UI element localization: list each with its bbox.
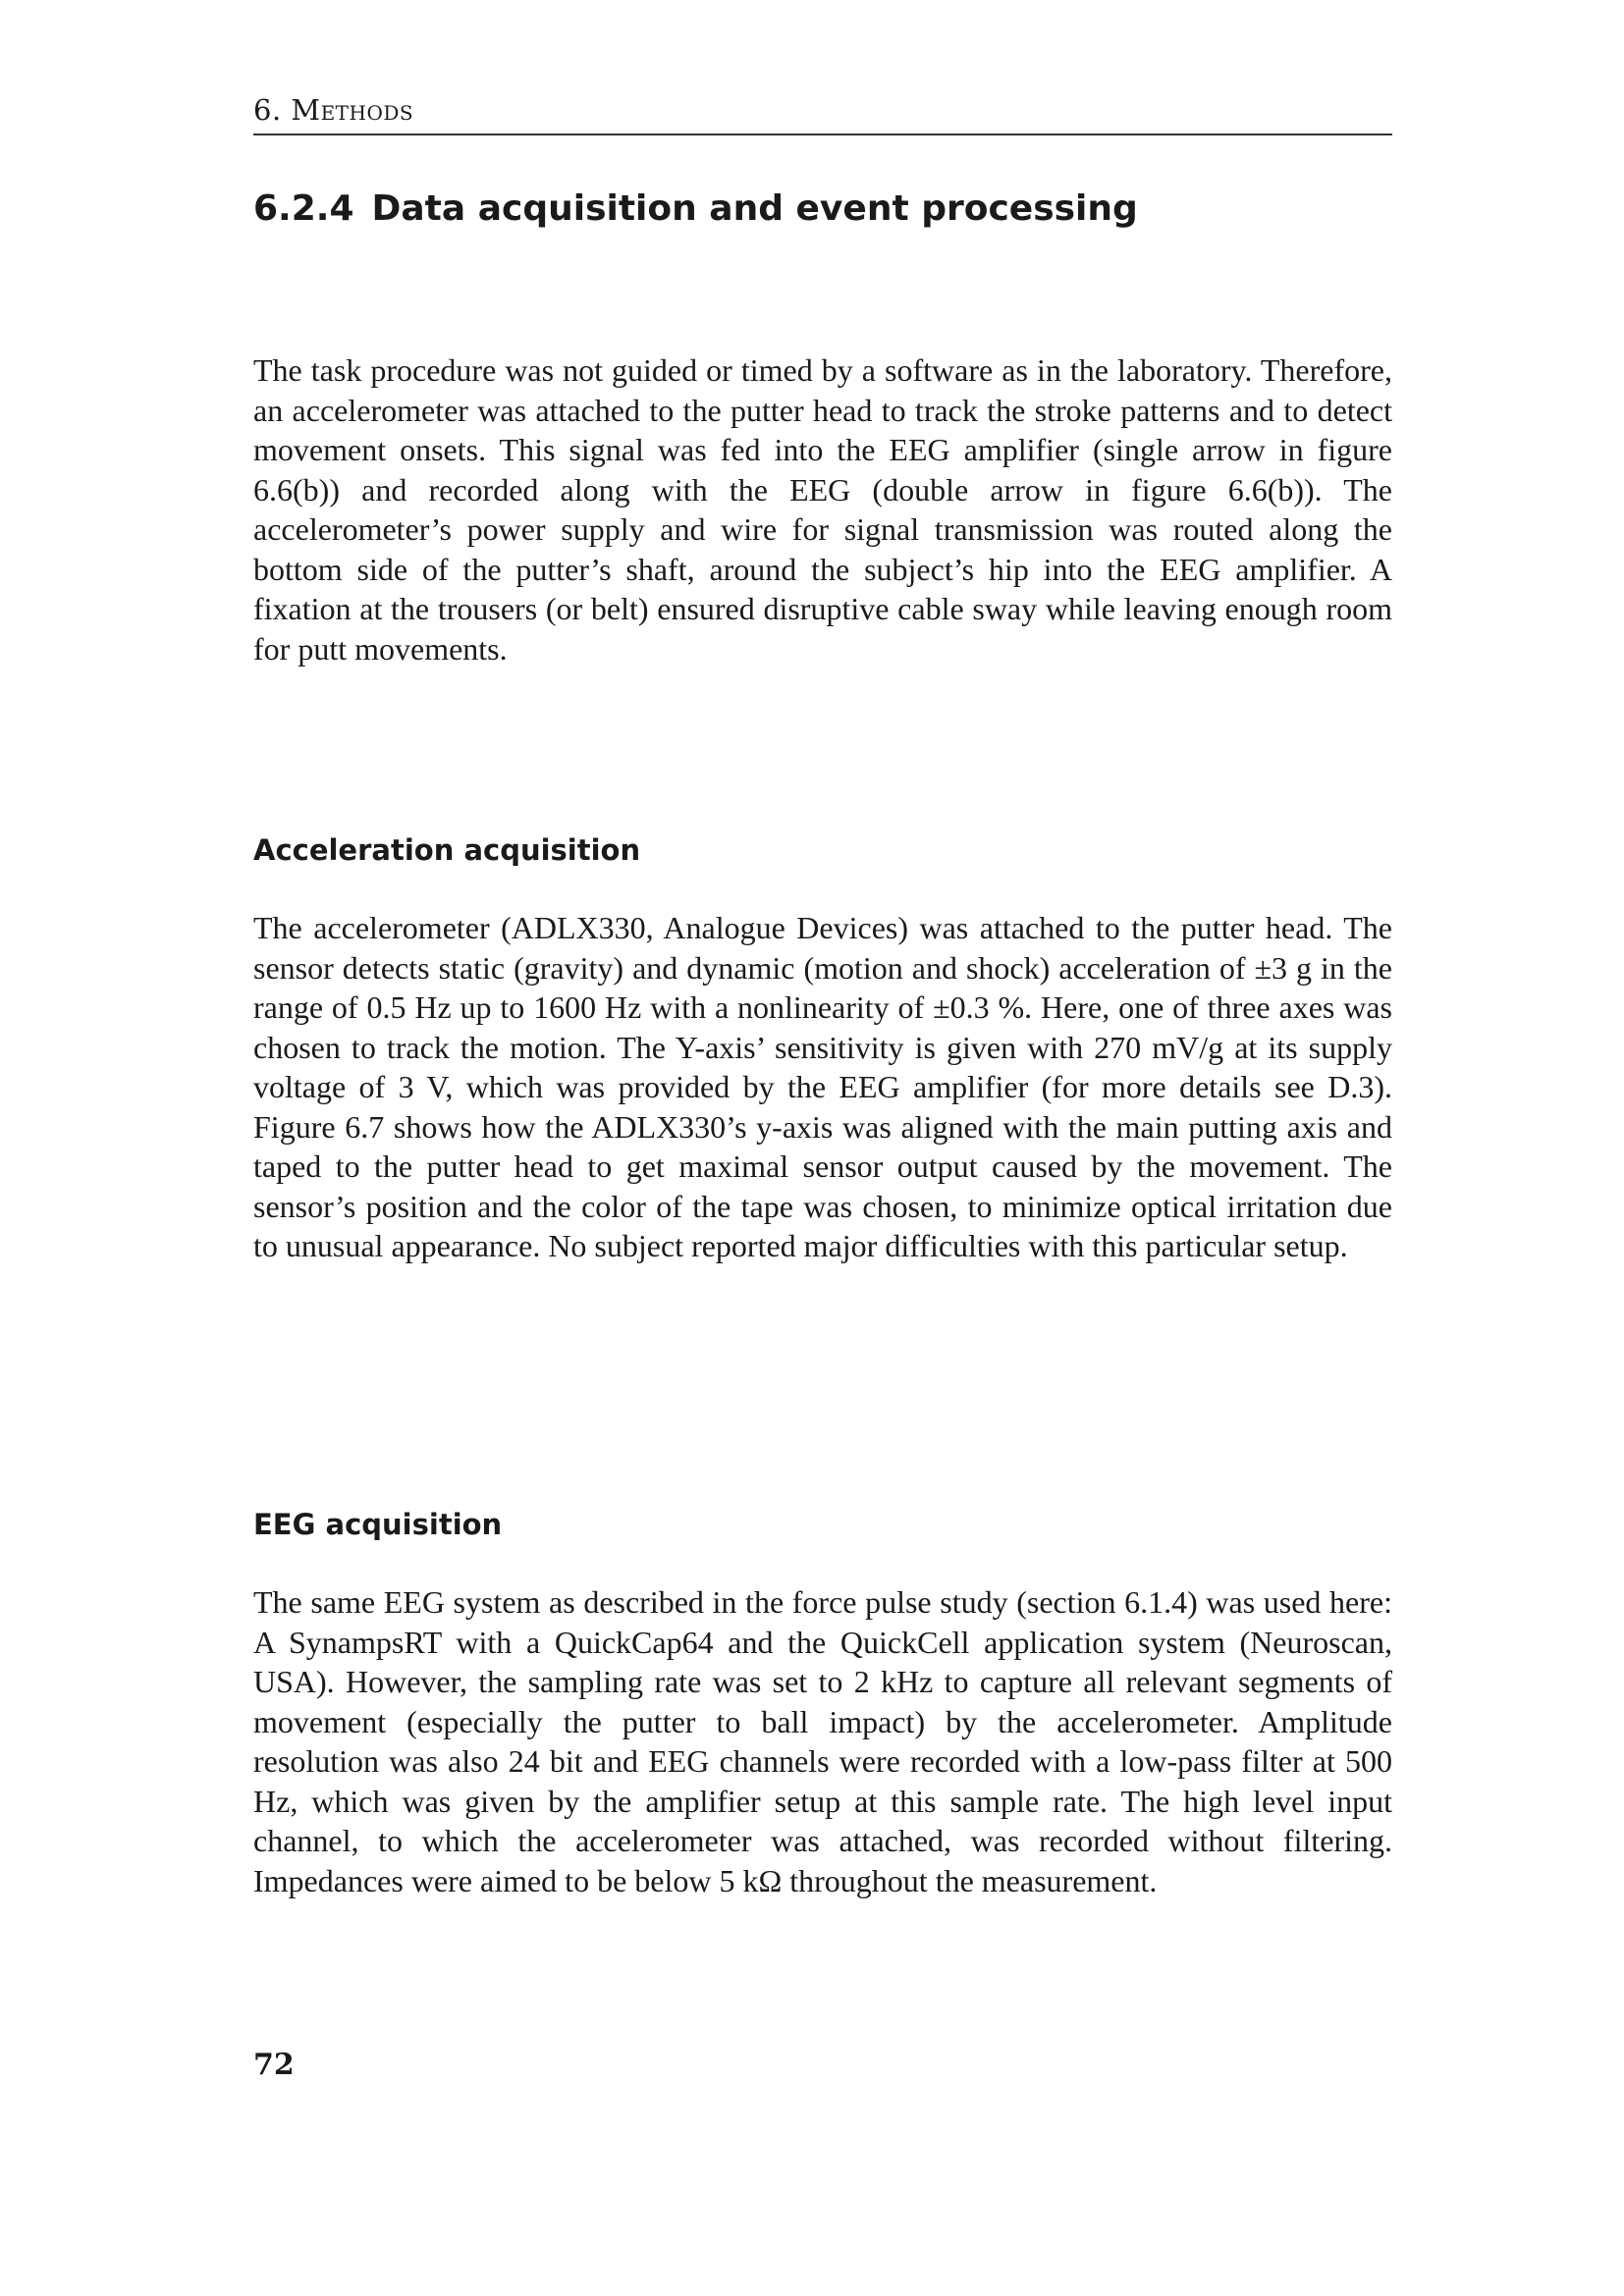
chapter-number: 6. xyxy=(253,93,282,127)
running-header xyxy=(253,90,1392,135)
chapter-title: Methods xyxy=(291,93,414,127)
section-title: Data acquisition and event processing xyxy=(371,188,1138,229)
eeg-paragraph: The same EEG system as described in the force pulse study (section 6.1.4) was used here: A SynampsRT with a QuickCap64 and the QuickCell application system (Neuroscan, USA). However, the sampling rate was set to 2 kHz to capture all relevant segments of movement (especially the putter to ball impact) by the accelerometer. Amplitude resolution was also 24 bit and EEG channels were recorded with a low-pass filter at 500 Hz, which was given by the amplifier setup at this sample rate. The high level input channel, to which the accelerometer was attached, was recorded without filtering. Impedances were aimed to be below 5 kΩ throughout the measurement. xyxy=(253,1584,1392,1898)
section-number: 6.2.4 xyxy=(253,188,354,229)
document-page xyxy=(253,0,1392,2296)
acceleration-subheading: Acceleration acquisition xyxy=(253,833,641,867)
eeg-subheading: EEG acquisition xyxy=(253,1508,503,1541)
intro-paragraph: The task procedure was not guided or timed by a software as in the laboratory. Therefore, an accelerometer was attached to the putter head to track the stroke patterns and to detect movement onsets. This signal was fed into the EEG amplifier (single arrow in figure 6.6(b)) and recorded along with the EEG (double arrow in figure 6.6(b)). The accelerometer’s power supply and wire for signal transmission was routed along the bottom side of the putter’s shaft, around the subject’s hip into the EEG amplifier. A fixation at the trousers (or belt) ensured disruptive cable sway while leaving enough room for putt movements. xyxy=(253,352,1392,667)
page-number: 72 xyxy=(253,2048,295,2082)
acceleration-paragraph: The accelerometer (ADLX330, Analogue Devices) was attached to the putter head. The sensor detects static (gravity) and dynamic (motion and shock) acceleration of ±3 g in the range of 0.5 Hz up to 1600 Hz with a nonlinearity of ±0.3 %. Here, one of three axes was chosen to track the motion. The Y-axis’ sensitivity is given with 270 mV/g at its supply voltage of 3 V, which was provided by the EEG amplifier (for more details see D.3). Figure 6.7 shows how the ADLX330’s y-axis was aligned with the main putting axis and taped to the putter head to get maximal sensor output caused by the movement. The sensor’s position and the color of the tape was chosen, to minimize optical irritation due to unusual appearance. No subject reported major difficulties with this particular setup. xyxy=(253,910,1392,1263)
section-heading xyxy=(253,187,1392,232)
